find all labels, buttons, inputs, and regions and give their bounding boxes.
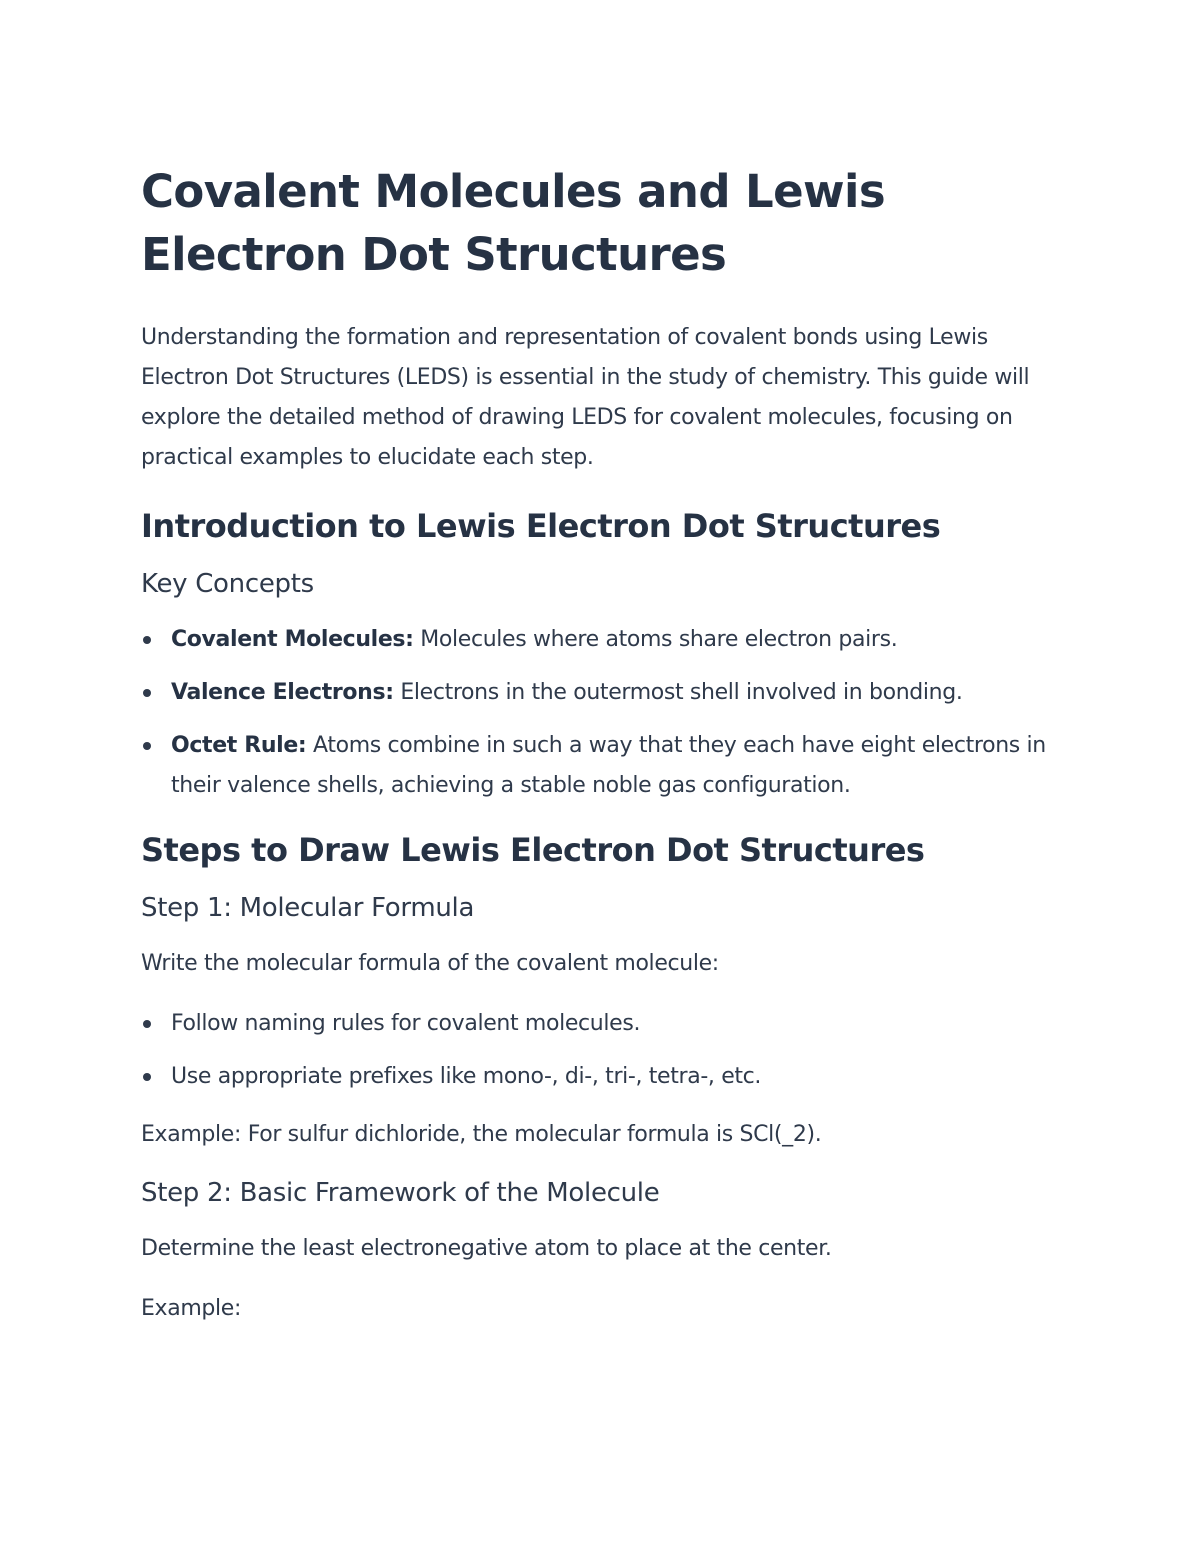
term-label: Covalent Molecules: bbox=[171, 627, 414, 652]
step2-text: Determine the least electronegative atom to place at the center. bbox=[141, 1236, 832, 1261]
list-item-text: Follow naming rules for covalent molecules. bbox=[171, 1011, 641, 1036]
subheading-key-concepts: Key Concepts bbox=[141, 569, 314, 599]
section-heading-introduction: Introduction to Lewis Electron Dot Structures bbox=[141, 507, 941, 545]
step1-text: Write the molecular formula of the covalent molecule: bbox=[141, 951, 719, 976]
section-heading-steps: Steps to Draw Lewis Electron Dot Structures bbox=[141, 831, 925, 869]
bullet-icon bbox=[143, 742, 151, 750]
list-item bbox=[141, 726, 1061, 806]
term-definition: Atoms combine in such a way that they each have eight electrons in their valence shells, achieving a stable noble gas configuration. bbox=[171, 733, 1046, 798]
document-page bbox=[141, 160, 1061, 1349]
list-item bbox=[141, 1057, 1061, 1097]
term-label: Valence Electrons: bbox=[171, 680, 394, 705]
bullet-icon bbox=[143, 636, 151, 644]
list-item-text: Use appropriate prefixes like mono-, di-, tri-, tetra-, etc. bbox=[171, 1064, 762, 1089]
step2-example: Example: bbox=[141, 1296, 242, 1321]
step1-example: Example: For sulfur dichloride, the molecular formula is SCl(_2). bbox=[141, 1122, 822, 1147]
step1-heading: Step 1: Molecular Formula bbox=[141, 893, 475, 923]
bullet-icon bbox=[143, 1020, 151, 1028]
step2-heading: Step 2: Basic Framework of the Molecule bbox=[141, 1178, 660, 1208]
list-item bbox=[141, 620, 1061, 660]
bullet-icon bbox=[143, 689, 151, 697]
term-definition: Molecules where atoms share electron pairs. bbox=[413, 627, 898, 652]
bullet-icon bbox=[143, 1073, 151, 1081]
term-definition: Electrons in the outermost shell involved in bonding. bbox=[393, 680, 963, 705]
step1-list bbox=[141, 1004, 1061, 1097]
document-title: Covalent Molecules and Lewis Electron Dot Structures bbox=[141, 165, 886, 281]
intro-paragraph: Understanding the formation and representation of covalent bonds using Lewis Electron Dot Structures (LEDS) is essential in the study of chemistry. This guide will explore the detailed method of drawing LEDS for covalent molecules, focusing on practical examples to elucidate each step. bbox=[141, 325, 1030, 470]
term-label: Octet Rule: bbox=[171, 733, 307, 758]
list-item bbox=[141, 1004, 1061, 1044]
key-concepts-list bbox=[141, 620, 1061, 806]
list-item bbox=[141, 673, 1061, 713]
